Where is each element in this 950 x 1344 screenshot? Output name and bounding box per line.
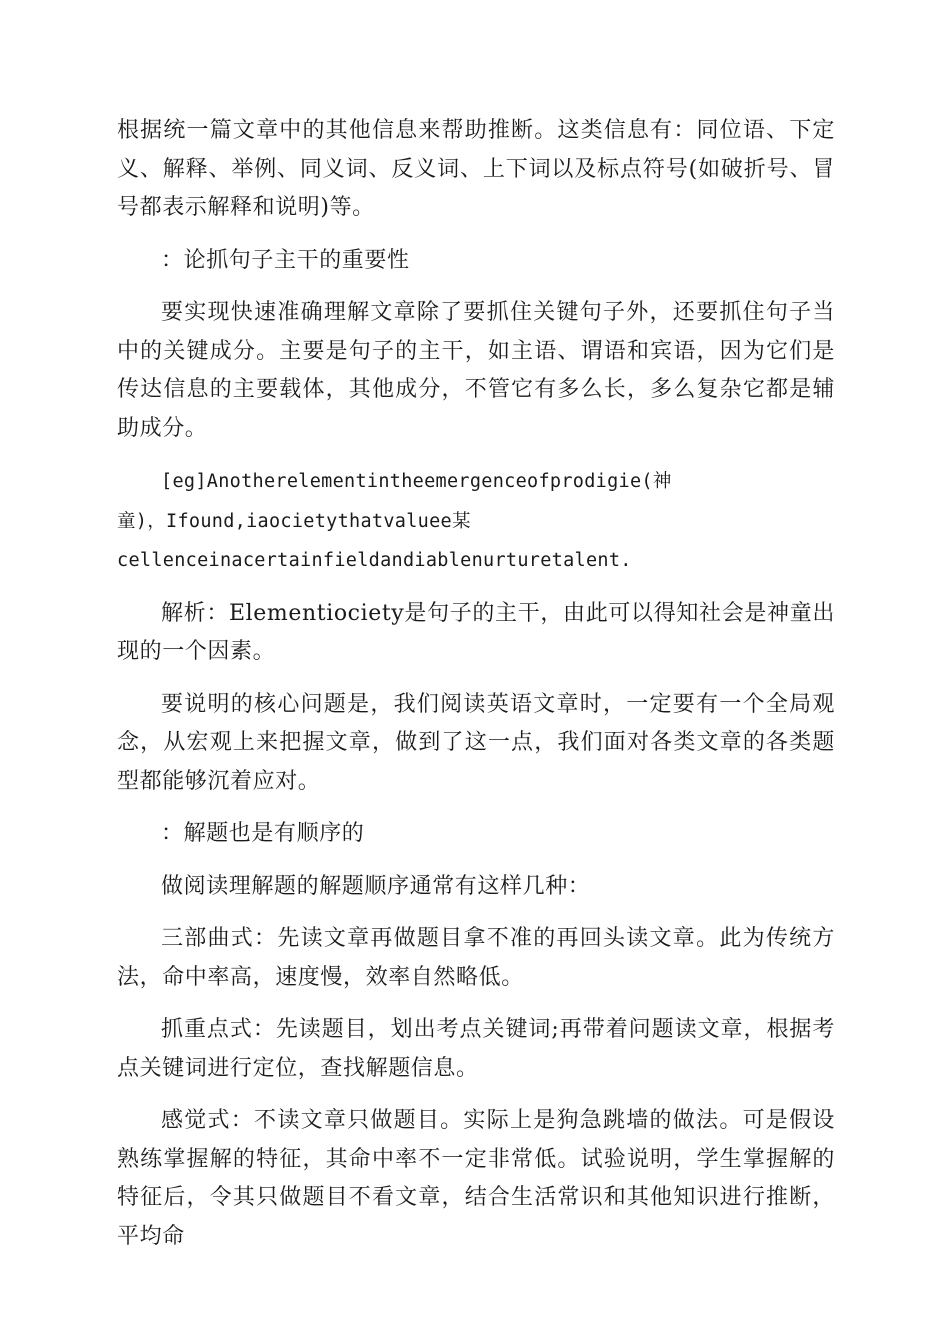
example-line-3 xyxy=(117,541,835,581)
paragraph-three-step: 三部曲式：先读文章再做题目拿不准的再回头读文章。此为传统方法，命中率高，速度慢，效率自然略低。 xyxy=(117,926,835,990)
paragraph-context-clues: 根据统一篇文章中的其他信息来帮助推断。这类信息有：同位语、下定义、解释、举例、同义词、反义词、上下词以及标点符号(如破折号、冒号都表示解释和说明)等。 xyxy=(117,118,835,220)
paragraph-intuition: 感觉式：不读文章只做题目。实际上是狗急跳墙的做法。可是假设熟练掌握解的特征，其命中率不一定非常低。试验说明，学生掌握解的特征后，令其只做题目不看文章，结合生活常识和其他知识进行推断，平均命 xyxy=(117,1108,835,1249)
section-heading-order: ：解题也是有顺序的 xyxy=(161,821,365,846)
example-line-2 xyxy=(117,502,835,542)
paragraph-global-view: 要说明的核心问题是，我们阅读英语文章时，一定要有一个全局观念，从宏观上来把握文章，做到了这一点，我们面对各类文章的各类题型都能够沉着应对。 xyxy=(117,691,835,794)
example-block xyxy=(117,462,835,581)
paragraph-analysis: 解析：Elementiociety是句子的主干，由此可以得知社会是神童出现的一个因素。 xyxy=(117,600,835,664)
section-heading-sentence-trunk: ：论抓句子主干的重要性 xyxy=(161,247,410,273)
example-line-1-text: [eg]Anotherelementintheemergenceofprodigie(神 xyxy=(161,471,672,492)
example-line-3-text: cellenceinacertainfieldandiablenurturetalent. xyxy=(117,550,632,571)
paragraph-sentence-trunk: 要实现快速准确理解文章除了要抓住关键句子外，还要抓住句子当中的关键成分。主要是句子的主干，如主语、谓语和宾语，因为它们是传达信息的主要载体，其他成分，不管它有多么长，多么复杂它都是辅助成分。 xyxy=(117,300,835,441)
paragraph-order-intro: 做阅读理解题的解题顺序通常有这样几种： xyxy=(161,873,591,899)
example-line-2-text: 童)，Ifound,iaocietythatvaluee某 xyxy=(117,510,471,532)
document-body xyxy=(117,112,835,1256)
paragraph-key-points: 抓重点式：先读题目，划出考点关键词;再带着问题读文章，根据考点关键词进行定位，查找解题信息。 xyxy=(117,1017,835,1081)
example-line-1 xyxy=(117,462,835,502)
